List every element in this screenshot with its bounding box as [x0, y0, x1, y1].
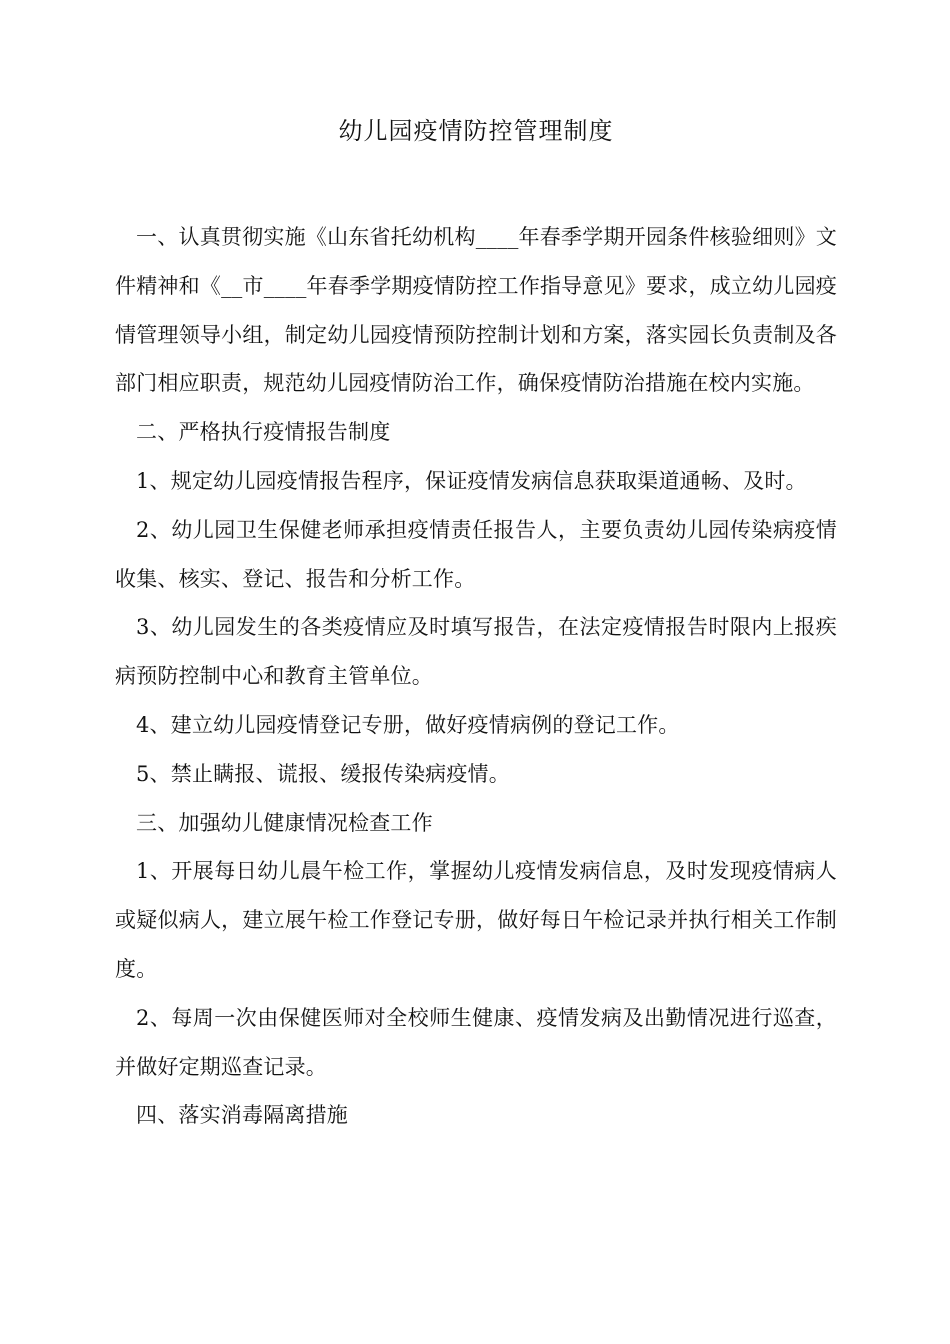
document-body	[115, 213, 837, 1140]
paragraph-2-4: 4、建立幼儿园疫情登记专册，做好疫情病例的登记工作。	[136, 712, 680, 737]
paragraph-section-1: 一、认真贯彻实施《山东省托幼机构____年春季学期开园条件核验细则》文件精神和《__市____年春季学期疫情防控工作指导意见》要求，成立幼儿园疫情管理领导小组，制定幼儿园疫情预防控制计划和方案，落实园长负责制及各部门相应职责，规范幼儿园疫情防治工作，确保疫情防治措施在校内实施。	[115, 225, 837, 396]
paragraph-2-2: 2、幼儿园卫生保健老师承担疫情责任报告人，主要负责幼儿园传染病疫情收集、核实、登记、报告和分析工作。	[115, 517, 837, 591]
paragraph-3-1: 1、开展每日幼儿晨午检工作，掌握幼儿疫情发病信息，及时发现疫情病人或疑似病人，建立展午检工作登记专册，做好每日午检记录并执行相关工作制度。	[115, 859, 837, 981]
heading-section-4: 四、落实消毒隔离措施	[136, 1103, 348, 1128]
document-title: 幼儿园疫情防控管理制度	[338, 117, 614, 145]
paragraph-2-3: 3、幼儿园发生的各类疫情应及时填写报告，在法定疫情报告时限内上报疾病预防控制中心和教育主管单位。	[115, 615, 837, 689]
heading-section-2: 二、严格执行疫情报告制度	[136, 420, 391, 445]
paragraph-2-1: 1、规定幼儿园疫情报告程序，保证疫情发病信息获取渠道通畅、及时。	[136, 468, 807, 493]
paragraph-2-5: 5、禁止瞒报、谎报、缓报传染病疫情。	[136, 761, 510, 786]
paragraph-3-2: 2、每周一次由保健医师对全校师生健康、疫情发病及出勤情况进行巡查，并做好定期巡查记录。	[115, 1005, 837, 1079]
heading-section-3: 三、加强幼儿健康情况检查工作	[136, 810, 433, 835]
